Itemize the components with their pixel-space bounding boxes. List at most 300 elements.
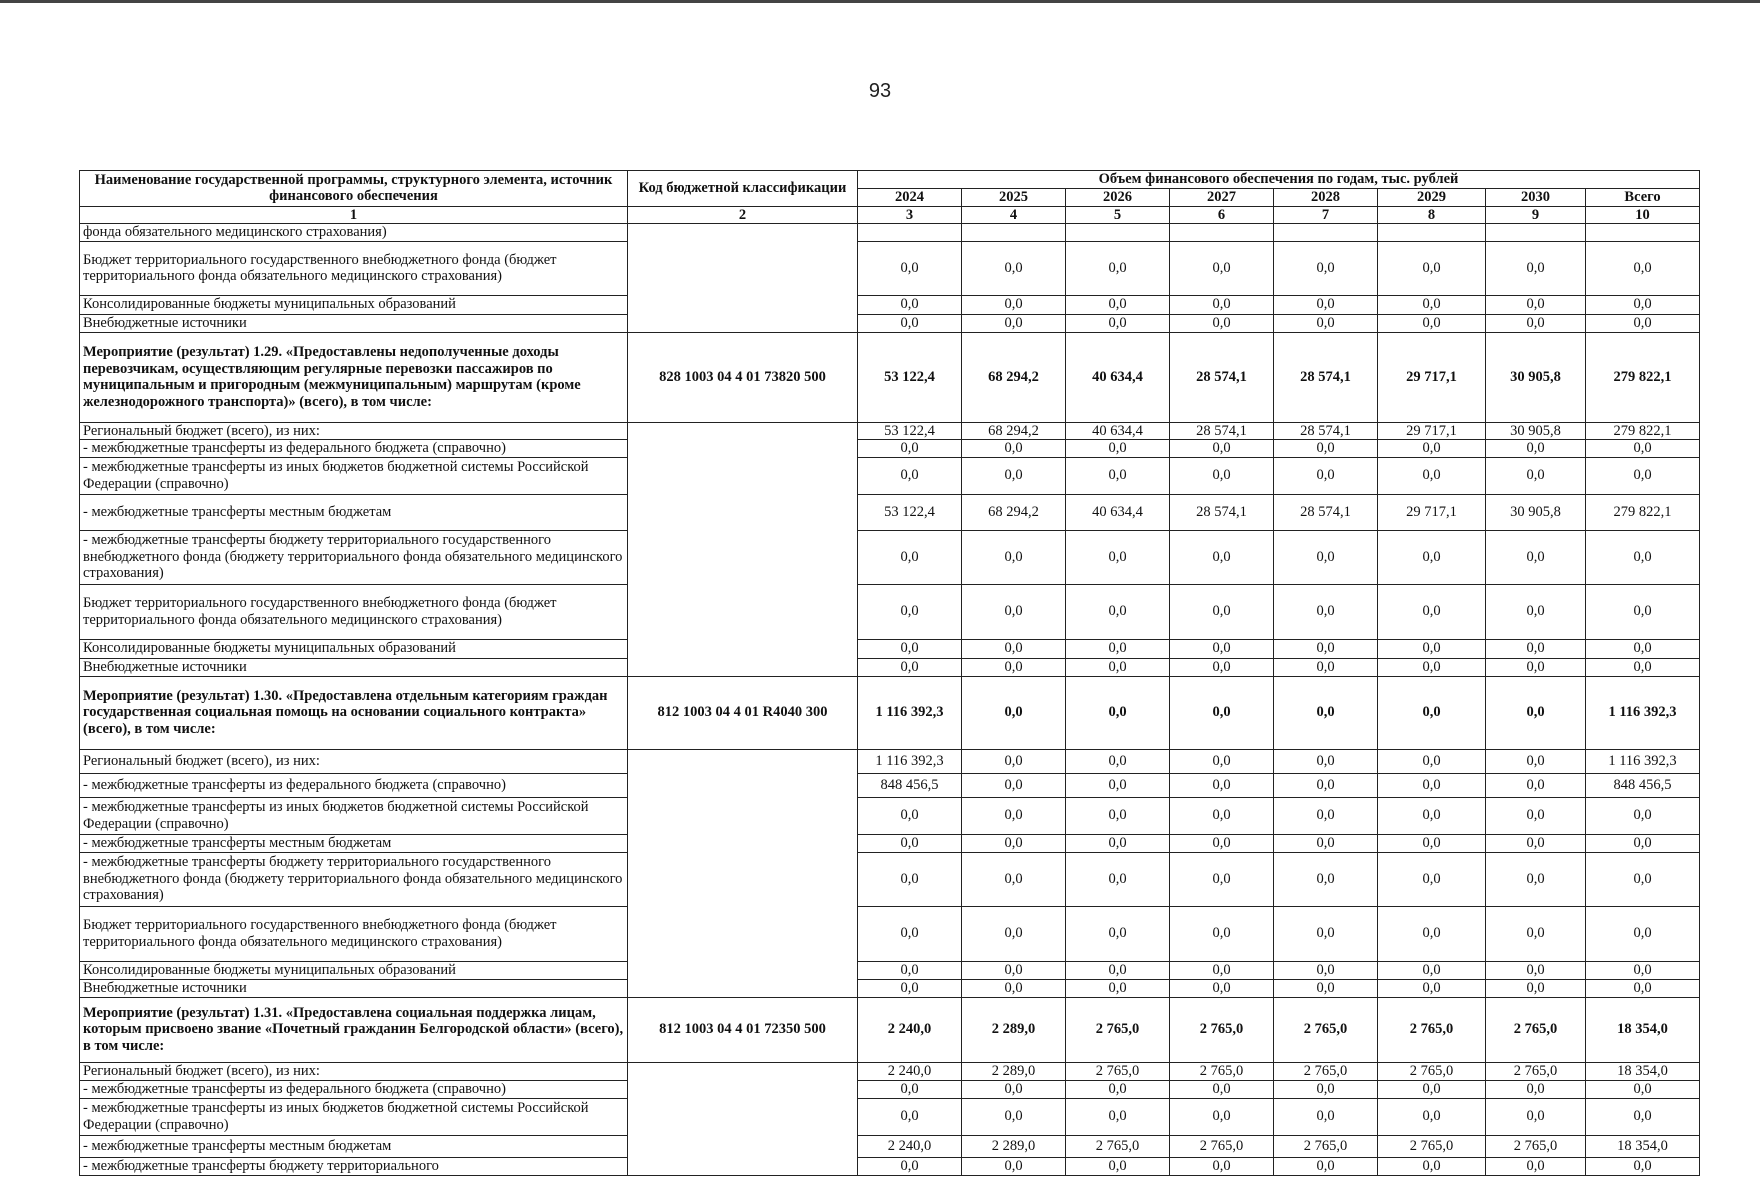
value-cell: 53 122,4 — [858, 494, 962, 530]
value-cell: 0,0 — [1378, 979, 1486, 997]
row-name: Мероприятие (результат) 1.29. «Предоставлены недополученные доходы перевозчикам, осуществляющим регулярные перевозки пассажиров по муниципальным и пригородным (межмуниципальным) маршрутам (кроме железнодорожного транспорта)» (всего), в том числе: — [80, 332, 628, 422]
page-number: 93 — [868, 80, 892, 102]
financing-table — [79, 170, 1700, 1176]
value-cell: 0,0 — [962, 457, 1066, 494]
value-cell: 28 574,1 — [1170, 422, 1274, 440]
header-volume: Объем финансового обеспечения по годам, тыс. рублей — [858, 171, 1700, 189]
value-total: 0,0 — [1586, 797, 1700, 834]
row-name: фонда обязательного медицинского страхования) — [80, 224, 628, 242]
table-header — [80, 171, 1700, 224]
value-cell: 2 765,0 — [1378, 1062, 1486, 1080]
value-cell: 0,0 — [858, 834, 962, 852]
value-cell: 0,0 — [962, 852, 1066, 906]
header-year: 2026 — [1066, 189, 1170, 207]
value-cell: 0,0 — [1274, 749, 1378, 773]
value-cell: 0,0 — [1170, 906, 1274, 961]
value-total: 0,0 — [1586, 1098, 1700, 1135]
value-total: 0,0 — [1586, 639, 1700, 658]
value-cell: 0,0 — [1486, 906, 1586, 961]
value-cell: 0,0 — [1274, 658, 1378, 676]
value-cell: 0,0 — [1066, 295, 1170, 314]
value-cell: 0,0 — [1378, 584, 1486, 639]
row-name: - межбюджетные трансферты бюджету территориального государственного внебюджетного фонда (бюджету территориального фонда обязательного медицинского страхования) — [80, 530, 628, 584]
table-row — [80, 494, 1700, 530]
header-name: Наименование государственной программы, структурного элемента, источник финансового обеспечения — [80, 171, 628, 207]
table-row — [80, 295, 1700, 314]
column-number: 8 — [1378, 206, 1486, 224]
row-name: Консолидированные бюджеты муниципальных образований — [80, 295, 628, 314]
row-name: Внебюджетные источники — [80, 314, 628, 332]
value-cell: 0,0 — [1170, 639, 1274, 658]
value-cell: 0,0 — [962, 1157, 1066, 1175]
table-row — [80, 1098, 1700, 1135]
value-total: 0,0 — [1586, 530, 1700, 584]
value-cell: 0,0 — [1274, 530, 1378, 584]
value-cell: 0,0 — [1486, 440, 1586, 458]
table-row — [80, 979, 1700, 997]
value-total: 848 456,5 — [1586, 773, 1700, 797]
value-cell: 0,0 — [858, 1098, 962, 1135]
value-cell: 0,0 — [858, 241, 962, 295]
table-row — [80, 773, 1700, 797]
value-cell: 2 765,0 — [1170, 1062, 1274, 1080]
row-name: - межбюджетные трансферты бюджету территориального — [80, 1157, 628, 1175]
value-cell: 0,0 — [1486, 658, 1586, 676]
value-cell: 0,0 — [858, 457, 962, 494]
value-cell: 0,0 — [1486, 241, 1586, 295]
value-cell: 0,0 — [1378, 314, 1486, 332]
value-cell: 0,0 — [1066, 979, 1170, 997]
value-cell: 0,0 — [962, 834, 1066, 852]
value-cell: 0,0 — [962, 314, 1066, 332]
budget-code — [628, 422, 858, 676]
value-cell: 2 765,0 — [1066, 997, 1170, 1062]
row-name: - межбюджетные трансферты местным бюджетам — [80, 1135, 628, 1157]
value-cell: 0,0 — [1170, 440, 1274, 458]
value-cell — [858, 224, 962, 242]
value-cell: 848 456,5 — [858, 773, 962, 797]
value-cell: 0,0 — [858, 979, 962, 997]
table-row — [80, 1135, 1700, 1157]
column-number: 2 — [628, 206, 858, 224]
value-total: 0,0 — [1586, 295, 1700, 314]
table-row — [80, 834, 1700, 852]
row-name: - межбюджетные трансферты из федерального бюджета (справочно) — [80, 1080, 628, 1098]
table-row — [80, 241, 1700, 295]
value-cell: 0,0 — [962, 979, 1066, 997]
value-total: 0,0 — [1586, 852, 1700, 906]
value-cell: 2 289,0 — [962, 1062, 1066, 1080]
row-name: - межбюджетные трансферты из иных бюджетов бюджетной системы Российской Федерации (справочно) — [80, 1098, 628, 1135]
value-cell: 0,0 — [1066, 457, 1170, 494]
value-total: 18 354,0 — [1586, 1135, 1700, 1157]
value-cell: 0,0 — [858, 1157, 962, 1175]
value-cell: 0,0 — [962, 658, 1066, 676]
value-total: 0,0 — [1586, 241, 1700, 295]
value-cell: 2 765,0 — [1170, 997, 1274, 1062]
value-cell: 0,0 — [1066, 314, 1170, 332]
value-cell: 0,0 — [1486, 530, 1586, 584]
value-cell: 28 574,1 — [1274, 494, 1378, 530]
value-cell: 0,0 — [1486, 1080, 1586, 1098]
value-cell: 0,0 — [1170, 584, 1274, 639]
value-cell: 0,0 — [962, 295, 1066, 314]
value-total: 0,0 — [1586, 1080, 1700, 1098]
column-number: 3 — [858, 206, 962, 224]
value-cell: 2 765,0 — [1378, 997, 1486, 1062]
row-name: - межбюджетные трансферты бюджету территориального государственного внебюджетного фонда (бюджету территориального фонда обязательного медицинского страхования) — [80, 852, 628, 906]
table-row — [80, 422, 1700, 440]
table-row — [80, 314, 1700, 332]
table-row — [80, 530, 1700, 584]
value-total: 0,0 — [1586, 834, 1700, 852]
row-name: Внебюджетные источники — [80, 979, 628, 997]
value-cell: 0,0 — [1170, 530, 1274, 584]
value-total: 0,0 — [1586, 906, 1700, 961]
value-cell: 2 765,0 — [1274, 1135, 1378, 1157]
row-name: - межбюджетные трансферты из федерального бюджета (справочно) — [80, 440, 628, 458]
value-cell: 0,0 — [1066, 1080, 1170, 1098]
header-code: Код бюджетной классификации — [628, 171, 858, 207]
value-cell: 0,0 — [962, 639, 1066, 658]
value-cell: 29 717,1 — [1378, 422, 1486, 440]
value-cell: 0,0 — [1274, 639, 1378, 658]
value-cell: 1 116 392,3 — [858, 749, 962, 773]
value-cell: 0,0 — [1486, 584, 1586, 639]
value-total: 0,0 — [1586, 314, 1700, 332]
value-cell: 0,0 — [1066, 1157, 1170, 1175]
budget-code: 812 1003 04 4 01 R4040 300 — [628, 676, 858, 749]
budget-code — [628, 1062, 858, 1175]
table-body — [80, 224, 1700, 1176]
row-name: - межбюджетные трансферты местным бюджетам — [80, 834, 628, 852]
value-cell: 0,0 — [1274, 834, 1378, 852]
value-cell: 28 574,1 — [1170, 332, 1274, 422]
scan-top-edge — [0, 0, 1760, 3]
measure-row — [80, 676, 1700, 749]
value-cell: 0,0 — [1378, 797, 1486, 834]
table-row — [80, 749, 1700, 773]
table-row — [80, 906, 1700, 961]
value-cell: 2 765,0 — [1066, 1135, 1170, 1157]
value-cell: 29 717,1 — [1378, 332, 1486, 422]
row-name: Внебюджетные источники — [80, 658, 628, 676]
value-cell: 0,0 — [962, 1098, 1066, 1135]
row-name: Региональный бюджет (всего), из них: — [80, 422, 628, 440]
value-cell: 68 294,2 — [962, 494, 1066, 530]
value-cell: 0,0 — [1274, 457, 1378, 494]
table-row — [80, 440, 1700, 458]
value-cell: 0,0 — [1170, 457, 1274, 494]
value-total: 0,0 — [1586, 584, 1700, 639]
header-year: 2025 — [962, 189, 1066, 207]
value-cell: 2 765,0 — [1274, 997, 1378, 1062]
row-name: Консолидированные бюджеты муниципальных образований — [80, 961, 628, 979]
row-name: Мероприятие (результат) 1.30. «Предоставлена отдельным категориям граждан государственная социальная помощь на основании социального контракта» (всего), в том числе: — [80, 676, 628, 749]
column-number-row — [80, 206, 1700, 224]
value-cell: 0,0 — [1274, 1157, 1378, 1175]
value-cell — [962, 224, 1066, 242]
row-name: - межбюджетные трансферты из федерального бюджета (справочно) — [80, 773, 628, 797]
row-name: Региональный бюджет (всего), из них: — [80, 749, 628, 773]
value-cell: 0,0 — [1378, 639, 1486, 658]
value-cell — [1170, 224, 1274, 242]
header-year: 2029 — [1378, 189, 1486, 207]
column-number: 10 — [1586, 206, 1700, 224]
header-year: 2028 — [1274, 189, 1378, 207]
measure-row — [80, 332, 1700, 422]
row-name: - межбюджетные трансферты местным бюджетам — [80, 494, 628, 530]
value-cell: 0,0 — [1486, 852, 1586, 906]
value-cell: 0,0 — [1170, 676, 1274, 749]
value-total: 0,0 — [1586, 979, 1700, 997]
value-cell: 2 240,0 — [858, 1135, 962, 1157]
value-cell: 0,0 — [1170, 797, 1274, 834]
value-cell: 0,0 — [1486, 457, 1586, 494]
value-total: 0,0 — [1586, 961, 1700, 979]
table-row — [80, 639, 1700, 658]
value-cell: 0,0 — [858, 658, 962, 676]
column-number: 6 — [1170, 206, 1274, 224]
value-cell: 0,0 — [1486, 676, 1586, 749]
header-year: 2024 — [858, 189, 962, 207]
value-cell: 0,0 — [1066, 241, 1170, 295]
table-row — [80, 658, 1700, 676]
value-cell: 29 717,1 — [1378, 494, 1486, 530]
value-cell: 0,0 — [1274, 961, 1378, 979]
row-name: Консолидированные бюджеты муниципальных образований — [80, 639, 628, 658]
value-cell: 0,0 — [1170, 658, 1274, 676]
row-name: Бюджет территориального государственного внебюджетного фонда (бюджет территориального фонда обязательного медицинского страхования) — [80, 241, 628, 295]
value-total: 0,0 — [1586, 440, 1700, 458]
row-name: Бюджет территориального государственного внебюджетного фонда (бюджет территориального фонда обязательного медицинского страхования) — [80, 906, 628, 961]
value-cell: 0,0 — [962, 1080, 1066, 1098]
value-cell: 0,0 — [1378, 773, 1486, 797]
value-cell: 0,0 — [1274, 295, 1378, 314]
value-cell: 0,0 — [1378, 295, 1486, 314]
value-cell: 1 116 392,3 — [858, 676, 962, 749]
value-cell: 0,0 — [1274, 852, 1378, 906]
value-cell: 0,0 — [962, 676, 1066, 749]
value-total: 0,0 — [1586, 457, 1700, 494]
value-cell: 0,0 — [1486, 979, 1586, 997]
value-cell: 0,0 — [1066, 584, 1170, 639]
value-cell: 0,0 — [858, 906, 962, 961]
value-cell: 0,0 — [1486, 314, 1586, 332]
value-cell: 0,0 — [1170, 834, 1274, 852]
value-cell: 2 765,0 — [1486, 997, 1586, 1062]
value-cell: 0,0 — [1378, 658, 1486, 676]
value-cell: 0,0 — [1378, 1080, 1486, 1098]
value-cell: 0,0 — [1066, 773, 1170, 797]
value-cell: 0,0 — [1378, 1098, 1486, 1135]
value-cell: 0,0 — [1274, 979, 1378, 997]
value-cell: 0,0 — [1170, 1098, 1274, 1135]
column-number: 9 — [1486, 206, 1586, 224]
header-total: Всего — [1586, 189, 1700, 207]
value-cell — [1066, 224, 1170, 242]
value-cell: 0,0 — [1378, 1157, 1486, 1175]
value-cell: 2 289,0 — [962, 1135, 1066, 1157]
value-cell: 0,0 — [1378, 852, 1486, 906]
table-row — [80, 1157, 1700, 1175]
value-cell: 2 765,0 — [1378, 1135, 1486, 1157]
value-cell: 0,0 — [1170, 295, 1274, 314]
value-cell: 0,0 — [1486, 834, 1586, 852]
value-cell: 0,0 — [858, 440, 962, 458]
value-cell: 0,0 — [858, 961, 962, 979]
value-cell: 0,0 — [858, 852, 962, 906]
value-cell: 0,0 — [858, 639, 962, 658]
value-cell: 0,0 — [1378, 530, 1486, 584]
value-cell: 0,0 — [1066, 639, 1170, 658]
table-row — [80, 1062, 1700, 1080]
value-cell: 2 240,0 — [858, 997, 962, 1062]
value-cell: 0,0 — [1170, 314, 1274, 332]
value-cell: 0,0 — [1066, 440, 1170, 458]
value-cell: 0,0 — [1486, 295, 1586, 314]
value-cell: 2 765,0 — [1066, 1062, 1170, 1080]
value-cell: 0,0 — [1378, 676, 1486, 749]
table-row — [80, 1080, 1700, 1098]
column-number: 4 — [962, 206, 1066, 224]
value-cell: 0,0 — [1486, 749, 1586, 773]
value-cell — [1486, 224, 1586, 242]
value-cell: 2 240,0 — [858, 1062, 962, 1080]
value-cell: 0,0 — [962, 961, 1066, 979]
value-cell: 0,0 — [1066, 530, 1170, 584]
value-total: 279 822,1 — [1586, 422, 1700, 440]
value-cell: 0,0 — [1274, 906, 1378, 961]
value-total: 279 822,1 — [1586, 494, 1700, 530]
value-cell: 0,0 — [1066, 961, 1170, 979]
value-cell: 2 765,0 — [1274, 1062, 1378, 1080]
value-cell: 0,0 — [1066, 852, 1170, 906]
row-name: Бюджет территориального государственного внебюджетного фонда (бюджет территориального фонда обязательного медицинского страхования) — [80, 584, 628, 639]
value-cell: 0,0 — [1378, 241, 1486, 295]
value-cell: 40 634,4 — [1066, 332, 1170, 422]
value-cell: 0,0 — [858, 1080, 962, 1098]
value-cell: 0,0 — [1274, 584, 1378, 639]
value-cell: 0,0 — [1170, 241, 1274, 295]
value-cell: 40 634,4 — [1066, 422, 1170, 440]
header-year: 2030 — [1486, 189, 1586, 207]
value-cell: 0,0 — [1274, 440, 1378, 458]
value-cell: 0,0 — [1066, 906, 1170, 961]
value-cell: 0,0 — [1170, 852, 1274, 906]
value-cell: 0,0 — [1486, 639, 1586, 658]
value-cell: 0,0 — [1274, 314, 1378, 332]
value-total — [1586, 224, 1700, 242]
table-row — [80, 852, 1700, 906]
value-cell: 0,0 — [1486, 961, 1586, 979]
value-cell: 68 294,2 — [962, 332, 1066, 422]
value-cell: 0,0 — [1486, 1098, 1586, 1135]
value-cell: 0,0 — [1378, 906, 1486, 961]
value-cell: 0,0 — [1066, 676, 1170, 749]
value-cell: 0,0 — [1274, 1080, 1378, 1098]
header-year: 2027 — [1170, 189, 1274, 207]
value-cell: 30 905,8 — [1486, 422, 1586, 440]
value-total: 279 822,1 — [1586, 332, 1700, 422]
value-cell — [1274, 224, 1378, 242]
table-row — [80, 584, 1700, 639]
value-total: 0,0 — [1586, 1157, 1700, 1175]
value-cell: 40 634,4 — [1066, 494, 1170, 530]
value-cell: 0,0 — [962, 797, 1066, 834]
value-total: 1 116 392,3 — [1586, 749, 1700, 773]
value-cell: 2 289,0 — [962, 997, 1066, 1062]
value-cell: 0,0 — [1170, 979, 1274, 997]
table-row — [80, 961, 1700, 979]
value-cell: 0,0 — [1170, 749, 1274, 773]
value-cell: 0,0 — [1378, 457, 1486, 494]
value-cell: 0,0 — [858, 295, 962, 314]
column-number: 7 — [1274, 206, 1378, 224]
measure-row — [80, 997, 1700, 1062]
value-cell: 0,0 — [1274, 241, 1378, 295]
value-cell: 0,0 — [962, 584, 1066, 639]
value-cell: 0,0 — [1170, 961, 1274, 979]
row-name: Региональный бюджет (всего), из них: — [80, 1062, 628, 1080]
value-cell: 0,0 — [1378, 749, 1486, 773]
budget-code — [628, 224, 858, 333]
value-cell: 0,0 — [1486, 773, 1586, 797]
budget-code: 828 1003 04 4 01 73820 500 — [628, 332, 858, 422]
value-cell: 0,0 — [1066, 1098, 1170, 1135]
value-cell: 28 574,1 — [1170, 494, 1274, 530]
value-cell: 0,0 — [962, 440, 1066, 458]
value-cell: 68 294,2 — [962, 422, 1066, 440]
value-cell: 0,0 — [858, 530, 962, 584]
value-cell: 30 905,8 — [1486, 332, 1586, 422]
value-cell: 0,0 — [1274, 773, 1378, 797]
value-cell: 0,0 — [858, 584, 962, 639]
value-cell — [1378, 224, 1486, 242]
value-cell: 2 765,0 — [1486, 1135, 1586, 1157]
column-number: 5 — [1066, 206, 1170, 224]
value-cell: 0,0 — [962, 773, 1066, 797]
budget-code — [628, 749, 858, 997]
value-total: 18 354,0 — [1586, 997, 1700, 1062]
value-total: 1 116 392,3 — [1586, 676, 1700, 749]
value-cell: 0,0 — [1486, 1157, 1586, 1175]
value-cell: 0,0 — [1170, 1080, 1274, 1098]
row-name: Мероприятие (результат) 1.31. «Предоставлена социальная поддержка лицам, которым присвоено звание «Почетный гражданин Белгородской области» (всего), в том числе: — [80, 997, 628, 1062]
value-cell: 0,0 — [1378, 961, 1486, 979]
value-cell: 0,0 — [1378, 440, 1486, 458]
table-row — [80, 797, 1700, 834]
value-total: 18 354,0 — [1586, 1062, 1700, 1080]
value-cell: 0,0 — [1274, 1098, 1378, 1135]
value-cell: 0,0 — [1066, 749, 1170, 773]
value-cell: 53 122,4 — [858, 422, 962, 440]
value-cell: 30 905,8 — [1486, 494, 1586, 530]
row-name: - межбюджетные трансферты из иных бюджетов бюджетной системы Российской Федерации (справочно) — [80, 797, 628, 834]
value-cell: 0,0 — [1066, 834, 1170, 852]
value-cell: 0,0 — [858, 797, 962, 834]
value-cell: 0,0 — [1274, 797, 1378, 834]
value-cell: 0,0 — [962, 749, 1066, 773]
column-number: 1 — [80, 206, 628, 224]
value-cell: 53 122,4 — [858, 332, 962, 422]
value-cell: 28 574,1 — [1274, 422, 1378, 440]
value-cell: 0,0 — [858, 314, 962, 332]
value-cell: 0,0 — [1170, 1157, 1274, 1175]
value-cell: 0,0 — [1378, 834, 1486, 852]
value-cell: 0,0 — [1274, 676, 1378, 749]
value-cell: 0,0 — [1486, 797, 1586, 834]
